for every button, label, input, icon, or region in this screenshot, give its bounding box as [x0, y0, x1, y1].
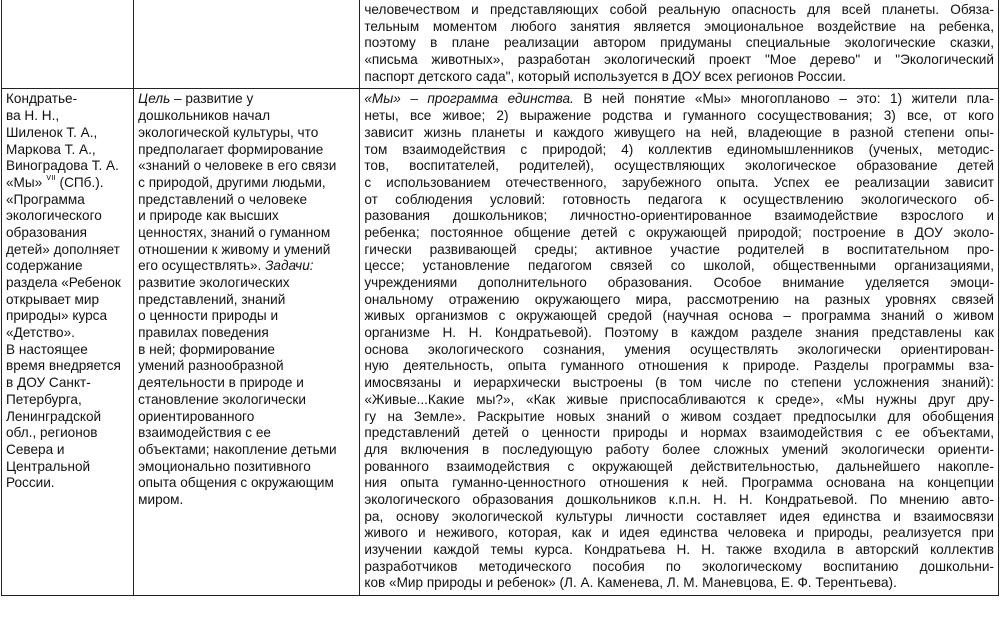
goal-line: и природе как высших	[138, 208, 279, 224]
goal-line: «знаний о человеке в его связи	[138, 158, 337, 174]
description-line: «письма животных», разработан экологический проект "Мое дерево" и "Экологический	[364, 52, 994, 68]
row1-goals-cell	[134, 0, 360, 89]
goal-line: с природой, другими людьми,	[138, 174, 326, 190]
authors-line: России.	[6, 475, 55, 491]
description-line: разования дошкольников; личностно-ориентированное взаимодействие взрослого и	[364, 208, 994, 224]
description-line: ную деятельность, опыта гуманного отношения к природе. Разделы программы вза-	[364, 358, 994, 374]
program-name-line	[6, 175, 129, 192]
description-line: поэтому в плане реализации автором придуманы специальные экологические сказки,	[364, 35, 994, 51]
tasks-line: представлений, знаний	[138, 291, 286, 307]
authors-line: содержание	[6, 258, 83, 274]
goal-line: ценностях, знаний о гуманном	[138, 224, 331, 240]
goal-line: экологической культуры, что	[138, 124, 319, 140]
tasks-line: миром.	[138, 491, 184, 507]
table-row	[2, 0, 999, 89]
program-city: (СПб.).	[55, 174, 104, 190]
description-line: ра, основу экологической культуры личности составляет идея единства и взаимосвязи	[364, 508, 994, 524]
description-line: неты, все живое; 2) выражение родства и гуманного сосуществования; 3) все, от кого	[364, 108, 994, 124]
tasks-line: эмоционально позитивного	[138, 458, 311, 474]
description-line: представлений детей о ценности природы и нормах взаимодействия с ее объектами,	[364, 425, 994, 441]
authors-line: Виноградова Т. А.	[6, 158, 119, 174]
authors-line: природы» курса	[6, 308, 108, 324]
tasks-line: правилах поведения	[138, 325, 269, 341]
description-line: тельным моментом любого занятия является эмоциональное воздействие на ребенка,	[364, 18, 994, 34]
tasks-line: деятельности в природе и	[138, 375, 304, 391]
description-line: ков «Мир природы и ребенок» (Л. А. Каменева, Л. М. Маневцова, Е. Ф. Терентьева).	[364, 575, 897, 591]
row2-authors-cell	[2, 89, 134, 596]
table-row	[2, 89, 999, 596]
goal-line	[138, 91, 355, 108]
description-line: рованного взаимодействия с окружающей действительностью, дальнейшего накопле-	[364, 458, 994, 474]
authors-line: открывает мир	[6, 291, 100, 307]
goal-line: предполагает формирование	[138, 141, 324, 157]
authors-line: Центральной	[6, 458, 91, 474]
footnote-marker: VII	[46, 174, 56, 183]
authors-line: Петербурга,	[6, 391, 82, 407]
tasks-line: становление экологически	[138, 391, 306, 407]
description-line: человечеством и представляющих собой реальную опасность для всей планеты. Обяза-	[364, 2, 994, 17]
tasks-line: в ней; формирование	[138, 341, 275, 357]
description-line: зависит жизнь планеты и каждого живущего на ней, владеющие в разной степени опы-	[364, 124, 994, 140]
goal-text: его осуществлять».	[138, 258, 262, 274]
authors-line: образования	[6, 224, 88, 240]
tasks-line: взаимодействия с ее	[138, 425, 271, 441]
authors-line: в ДОУ Санкт-	[6, 375, 91, 391]
description-line: изучении каждой темы курса. Кондратьева Н. Н. также входила в авторский коллектив	[364, 542, 994, 557]
tasks-line: умений разнообразной	[138, 358, 284, 374]
row1-description-cell	[360, 0, 999, 89]
authors-line: Маркова Т. А.,	[6, 141, 96, 157]
tasks-label: Задачи:	[261, 258, 314, 274]
goal-label: Цель	[138, 91, 171, 107]
authors-line: Севера и	[6, 441, 65, 457]
description-line: том взаимодействия с природой; 4) коллектив единомышленников (ученых, методис-	[364, 141, 994, 157]
tasks-line: о ценности природы и	[138, 308, 279, 324]
authors-line: «Программа	[6, 191, 85, 207]
description-line: гически развивающей среды; активное участие родителей в воспитательном про-	[364, 241, 994, 257]
row2-goals-cell	[134, 89, 360, 596]
description-line: учреждениями дополнительного образования. Особое внимание уделяется эмоци-	[364, 275, 994, 290]
tasks-line: развитие экологических	[138, 275, 290, 290]
description-line: цессе; установление педагогом связей со школой, общественными организациями,	[364, 258, 994, 274]
authors-line: Шиленок Т. А.,	[6, 124, 98, 140]
description-line: гу на Земле». Раскрытие новых знаний о живом создает предпосылки для обобщения	[364, 408, 994, 424]
description-line: основа экологического сознания, умения осуществлять экологически ориентирован-	[364, 341, 994, 357]
description-line: имосвязаны и иерархически выстроены (в том числе по степени усложнения знаний):	[364, 375, 994, 391]
description-line: паспорт детского сада", который используется в ДОУ всех регионов России.	[364, 68, 847, 84]
program-title: «Мы» – программа единства.	[364, 91, 574, 107]
authors-line: раздела «Ребенок	[6, 275, 121, 290]
row2-description-cell	[360, 89, 999, 596]
row1-authors-cell	[2, 0, 134, 89]
authors-line: обл., регионов	[6, 425, 98, 441]
authors-line: ва Н. Н.,	[6, 108, 60, 124]
description-line: ния опыта гуманно-ценностного отношения к ней. Программа основана на концепции	[364, 475, 994, 491]
description-line: разработчиков методического пособия по экологическому воспитанию дошкольни-	[364, 558, 994, 574]
authors-line: Кондратье-	[6, 91, 78, 107]
authors-line: время внедряется	[6, 358, 121, 374]
tasks-line: ориентированного	[138, 408, 255, 424]
authors-line: «Детство».	[6, 325, 75, 341]
description-line	[364, 91, 994, 108]
program-table	[1, 0, 999, 596]
goal-line: дошкольников начал	[138, 108, 271, 124]
description-line: ональному отражению окружающего мира, рассмотрению на разных уровнях связей	[364, 291, 994, 307]
program-name: «Мы»	[6, 174, 46, 190]
description-line: для включения в последующую работу более сложных умений экологически ориенти-	[364, 441, 994, 457]
description-line: «Живые...Какие мы?», «Как живые приспосабливаются к среде», «Мы нужны друг дру-	[364, 391, 994, 407]
goal-line	[138, 258, 355, 275]
description-line: от соблюдения условий: готовность педагога к осуществлению экологического об-	[364, 191, 994, 207]
goal-line: представлений о человеке	[138, 191, 308, 207]
goal-line: отношении к живому и умений	[138, 241, 331, 257]
tasks-line: опыта общения с окружающим	[138, 475, 334, 491]
authors-line: В настоящее	[6, 341, 88, 357]
authors-line: Ленинградской	[6, 408, 102, 424]
authors-line: экологического	[6, 208, 102, 224]
description-line: тов, воспитателей, родителей), осуществляющих экологическое образование детей	[364, 158, 994, 174]
authors-line: детей» дополняет	[6, 241, 120, 257]
description-line: экологического образования дошкольников к.п.н. Н. Н. Кондратьевой. По мнению авто-	[364, 491, 994, 507]
description-line: ребенка; постоянное общение детей с окружающей природой; построение в ДОУ эколо-	[364, 224, 994, 240]
description-line: живых организмов с окружающей средой (научная основа – программа знаний о живом	[364, 308, 994, 324]
description-line: с использованием отечественного, зарубежного опыта. Успех ее реализации зависит	[364, 174, 994, 190]
goal-text: – развитие у	[170, 91, 254, 107]
description-line: организме Н. Н. Кондратьевой). Поэтому в каждом разделе знания представлены как	[364, 325, 994, 341]
description-line: живого и неживого, которая, как и идея единства человека и природы, реализуется при	[364, 525, 994, 541]
description-text: В ней понятие «Мы» многопланово – это: 1) жители пла-	[573, 91, 994, 107]
tasks-line: объектами; накопление детьми	[138, 441, 337, 457]
